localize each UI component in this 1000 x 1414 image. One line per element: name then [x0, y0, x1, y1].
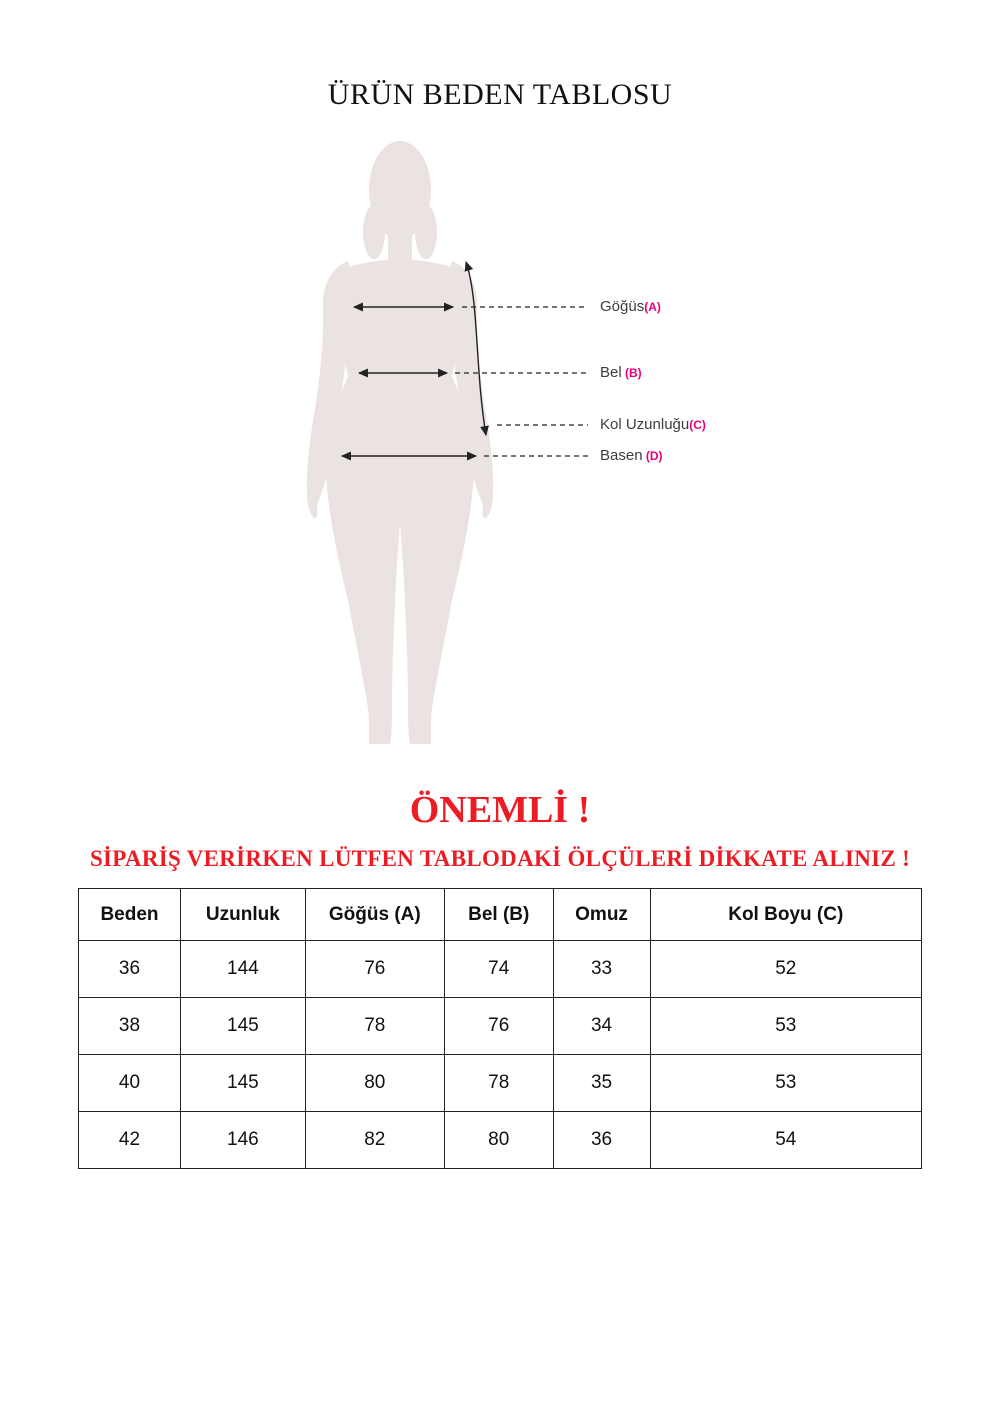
column-header: Omuz — [553, 889, 650, 941]
arm-length-arrow — [466, 262, 486, 435]
label-waist-letter: (B) — [621, 366, 642, 380]
column-header: Uzunluk — [181, 889, 306, 941]
table-cell: 82 — [305, 1112, 444, 1169]
column-header: Bel (B) — [444, 889, 553, 941]
column-header: Kol Boyu (C) — [650, 889, 921, 941]
label-arm-length-text: Kol Uzunluğu — [600, 416, 690, 433]
label-waist-text: Bel — [600, 364, 622, 381]
label-chest-letter: (A) — [644, 300, 661, 314]
table-row — [79, 1055, 922, 1112]
table-cell: 42 — [79, 1112, 181, 1169]
table-cell: 38 — [79, 998, 181, 1055]
measure-arrows — [342, 262, 486, 456]
label-chest-text: Göğüs — [600, 298, 645, 315]
label-arm-length-letter: (C) — [689, 418, 706, 432]
table-cell: 74 — [444, 941, 553, 998]
table-cell: 146 — [181, 1112, 306, 1169]
label-waist — [600, 363, 642, 383]
table-cell: 34 — [553, 998, 650, 1055]
label-arm-length — [600, 415, 706, 435]
table-cell: 53 — [650, 998, 921, 1055]
important-heading: ÖNEMLİ ! — [409, 789, 591, 831]
label-hip — [600, 446, 663, 466]
table-cell: 76 — [444, 998, 553, 1055]
table-cell: 36 — [553, 1112, 650, 1169]
table-cell: 78 — [305, 998, 444, 1055]
table-row — [79, 998, 922, 1055]
table-cell: 76 — [305, 941, 444, 998]
table-cell: 54 — [650, 1112, 921, 1169]
page-title: ÜRÜN BEDEN TABLOSU — [327, 78, 673, 111]
table-cell: 35 — [553, 1055, 650, 1112]
table-cell: 78 — [444, 1055, 553, 1112]
table-cell: 40 — [79, 1055, 181, 1112]
label-hip-letter: (D) — [642, 449, 663, 463]
figure-silhouette — [307, 141, 493, 744]
column-header: Beden — [79, 889, 181, 941]
label-hip-text: Basen — [600, 447, 643, 464]
table-cell: 80 — [305, 1055, 444, 1112]
table-cell: 36 — [79, 941, 181, 998]
table-cell: 145 — [181, 998, 306, 1055]
table-row — [79, 941, 922, 998]
label-chest — [600, 297, 661, 317]
warning-text: SİPARİŞ VERİRKEN LÜTFEN TABLODAKİ ÖLÇÜLERİ DİKKATE ALINIZ ! — [89, 846, 911, 871]
table-cell: 53 — [650, 1055, 921, 1112]
size-table — [78, 888, 922, 1169]
leader-lines — [455, 307, 588, 456]
table-cell: 145 — [181, 1055, 306, 1112]
table-header-row — [79, 889, 922, 941]
column-header: Göğüs (A) — [305, 889, 444, 941]
table-cell: 80 — [444, 1112, 553, 1169]
table-cell: 33 — [553, 941, 650, 998]
table-row — [79, 1112, 922, 1169]
table-cell: 144 — [181, 941, 306, 998]
table-cell: 52 — [650, 941, 921, 998]
